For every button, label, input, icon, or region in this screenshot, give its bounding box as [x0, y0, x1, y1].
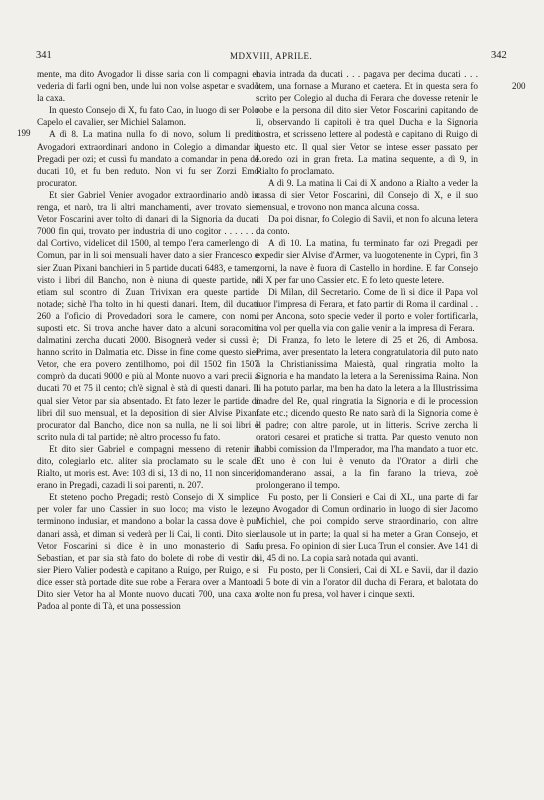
- paragraph: A dì 8. La matina nulla fo di novo, solum li prediti Avogadori extraordinari andono in Colegio a dimandar il Pregadi per ozi; et cussì fu mandato a comandar in pena de ducati 10, et fu ben reduto. Non vi fu ser Zorzi Emo procurator.: [37, 129, 259, 188]
- margin-number-right: 200: [512, 81, 526, 91]
- right-text-column: [256, 68, 478, 600]
- paragraph: Et steteno pocho Pregadi; restò Consejo di X simplice per voler far uno Cassier in suo loco; ma visto le leze, terminono indusiar, et mandono a bolar la cassa dove è pur danari assà, et diman si vederà per li Cai, li conti. Dito sier Vetor Foscarini si dice è in uno monasterio di San Sebastian, et par sia stà fato do bolete di robe di vestir di sier Piero Valier podestà e capitano a Ruigo, per Ruigo, e si dice esser stà portade dite sue robe a Ferara over a Mantoa. Dito sier Vetor ha al Monte nuovo ducati 700, una caxa a Padoa al ponte di Tà, et una possession: [37, 492, 259, 612]
- paragraph: Di Milan, dil Secretario. Come de lì si dice il Papa vol tuor l'impresa di Ferara, et fato partir di Roma il cardinal . . . per Ancona, soto specie veder il porto e voler fortificarla, ma vol per quella via con galie venir a la impresa di Ferara.: [256, 286, 478, 333]
- paragraph: Da poi disnar, fo Colegio di Savii, et non fo alcuna letera da conto.: [256, 214, 478, 237]
- page-number-right: 342: [491, 50, 507, 61]
- paragraph: Fu posto, per li Consieri, Cai di XL e Savii, dar il dazio di 5 bote di vin a l'orator dil ducha di Ferara, et balotata do volte non fu presa, vol haver i cinque sexti.: [256, 564, 478, 600]
- paragraph: Et sier Gabriel Venier avogador extraordinario andò in renga, et narò, tra li altri manchamenti, aver trovato sier Vetor Foscarini aver tolto di danari di la Signoria da ducati 7000 fin qui, trovato per industria di uno cogitor . . . . . . . dal Cortivo, videlicet dil 1500, al tempo l'era camerlengo di Comun, par in li soi mensuali haver dato a sier Francesco e sier Zuan Pixani banchieri in 5 partide ducati 6483, e tamen, visto i libri dil Bancho, non è niuna di queste partide, ni etiam sul scontro di Zuan Trivixan era queste partide notade; sichè l'ha tolto in hi questi danari. Item, dil ducati 260 a l'oficio di Provedadori sora le camere, con nomi suposti etc. Si trova anche haver dato a alcuni soracomiti dalmatini zercha ducati 2000. Bisognerà veder si cussì è; hanno scrito in Dalmatia etc. Disse in fine come questo sier Vetor, che era povero zentilhomo, poi dil 1502 fin 1507 comprò da ducati 9000 e più al Monte nuovo a vari precii a ducati 70 et 75 il cento; ch'è signal è stà di questi danari. Il qual sier Vetor par sia absentado. Et fato lezer le partide di libri dil suo mensual, et la deposition di sier Alvise Pixani procurator dal Bancho, dice non sa nulla, ne li soi libri è scrito nula di tal partide; nè altro processo fu fato.: [37, 189, 259, 442]
- page-number-left: 341: [36, 50, 52, 61]
- paragraph: Fu posto, per li Consieri e Cai di XL, una parte di far uno Avogador di Comun ordinario in luogo di sier Jacomo Michiel, che poi compido serve straordinario, con altre clausole ut in parte; la qual si ha meter a Gran Consejo, et fu presa. Fo opinion di sier Luca Trun el consier. Ave 141 di si, 45 di no. La copia sarà notada qui avanti.: [256, 492, 478, 563]
- paragraph: Et dito sier Gabriel e compagni messeno di retenir il dito, colegiarlo etc. aliter sia proclamato su le scale di Rialto, ut moris est. Ave: 103 di si, 13 di no, 11 non sinceri; erano in Pregadi, cazadi li soi parenti, n. 207.: [37, 443, 259, 491]
- paragraph: A dì 10. La matina, fu terminato far ozi Pregadi per expedir sier Alvise d'Armer, va luogotenente in Cypri, fin 3 zorni, la nave è fuora di Castello in hordine. E far Consejo di X per far uno Cassier etc. E fo leto queste letere.: [256, 238, 478, 285]
- running-title: MDXVIII, APRILE.: [230, 51, 313, 61]
- paragraph: havia intrada da ducati . . . pagava per decima ducati . . . item, una fornase a Murano et caetera. Et in questa sera fo scrito per Colegio al ducha di Ferara che dovesse retenir le robe e la persona dil dito sier Vetor Foscarini capitando de lì, observando li capitoli è tra quel Ducha e la Signoria nostra, et scrisseno lettere al podestà e capitano di Ruigo di questo etc. Il qual sier Vetor se intese esser passato per Loredo ozi in gran freta. La matina sequente, a dì 9, in Rialto fo proclamato.: [256, 69, 478, 176]
- paragraph: Di Franza, fo leto le letere di 25 et 26, di Ambosa. Prima, aver presentato la letera congratulatoria dil puto nato a la Christianissima Maiestà, qual ringratia molto la Signoria e ha mandato la letera a la Serenissima Raina. Non li ha potuto parlar, ma ben ha dato la letera a la Illustrissima madre del Re, qual ringratia la Signoria e di le procession fate etc.; dicendo questo Re nato sarà di la Signoria come è il padre; con altre parole, ut in litteris. Scrive zercha li oratori cesarei et pratiche si tratta. Par questo venuto non habbi comission da l'Imperador, ma l'ha mandato a tuor etc. Et uno è con lui è venuto da l'Orator a dirli che domanderano assai, a la fin farano la trieva, zoè prolongerano il tempo.: [256, 335, 478, 491]
- paragraph: A dì 9. La matina li Cai di X andono a Rialto a veder la cassa di sier Vetor Foscarini, dil Consejo di X, e il suo mensual, e trovono non manca alcuna cossa.: [256, 177, 478, 213]
- paragraph: In questo Consejo di X, fu fato Cao, in luogo di ser Polo Capelo el cavalier, ser Michiel Salamon.: [37, 105, 259, 128]
- paragraph: mente, ma dito Avogador li disse saria con li compagni et vederia di farli ogni ben, unde lui non volse aspetar e svadò la caxa.: [37, 69, 259, 104]
- margin-number-left: 199: [17, 128, 31, 138]
- left-text-column: [37, 68, 259, 612]
